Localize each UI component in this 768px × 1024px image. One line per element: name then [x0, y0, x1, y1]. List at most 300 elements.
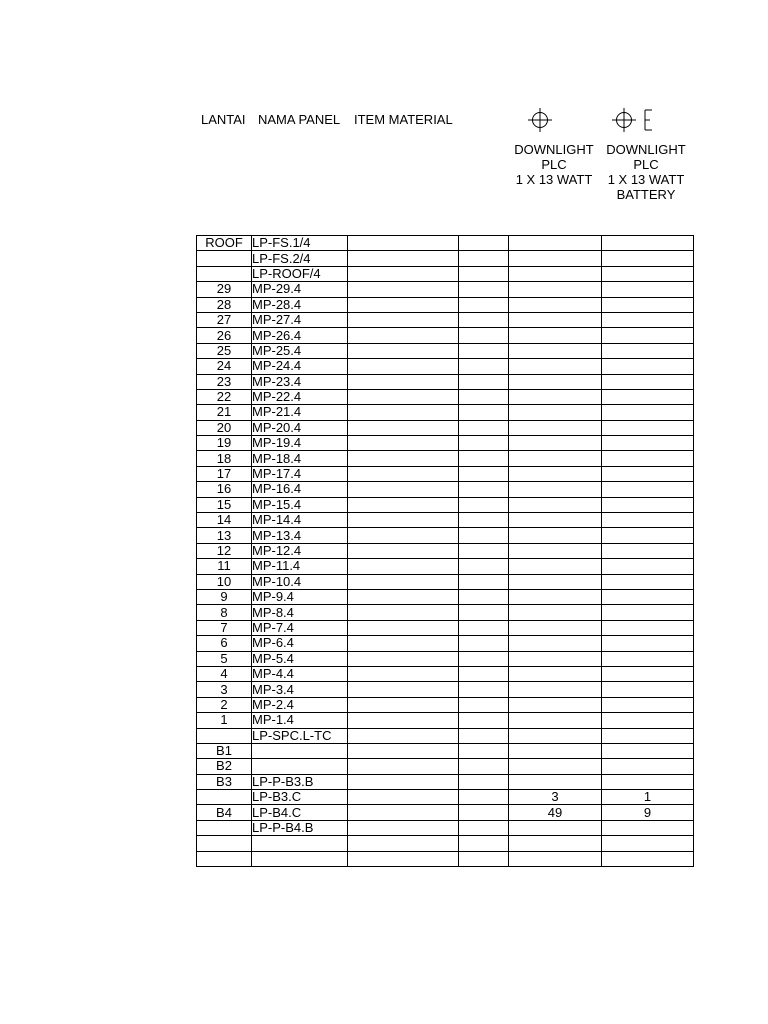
cell-downlight-1 [509, 682, 602, 697]
header-downlight-1 [509, 142, 599, 187]
cell-downlight-2 [602, 497, 694, 512]
cell-nama-panel: MP-12.4 [252, 543, 348, 558]
table-row [197, 759, 694, 774]
cell-blank [459, 666, 509, 681]
cell-downlight-1 [509, 836, 602, 851]
cell-blank [459, 482, 509, 497]
cell-downlight-1 [509, 497, 602, 512]
cell-downlight-1 [509, 513, 602, 528]
cell-lantai: 28 [197, 297, 252, 312]
cell-lantai [197, 266, 252, 281]
cell-nama-panel: LP-P-B3.B [252, 774, 348, 789]
cell-lantai: 26 [197, 328, 252, 343]
cell-downlight-2 [602, 374, 694, 389]
table-row [197, 451, 694, 466]
cell-item-material [348, 836, 459, 851]
cell-lantai: 16 [197, 482, 252, 497]
cell-nama-panel: LP-P-B4.B [252, 820, 348, 835]
cell-blank [459, 620, 509, 635]
cell-item-material [348, 266, 459, 281]
cell-nama-panel: LP-FS.1/4 [252, 236, 348, 251]
cell-nama-panel: LP-SPC.L-TC [252, 728, 348, 743]
cell-lantai: 4 [197, 666, 252, 681]
cell-downlight-1 [509, 774, 602, 789]
cell-lantai: B2 [197, 759, 252, 774]
table-row [197, 682, 694, 697]
cell-blank [459, 343, 509, 358]
cell-blank [459, 605, 509, 620]
cell-lantai [197, 790, 252, 805]
cell-lantai: 15 [197, 497, 252, 512]
cell-downlight-1 [509, 528, 602, 543]
cell-downlight-1 [509, 574, 602, 589]
cell-blank [459, 713, 509, 728]
cell-downlight-1 [509, 420, 602, 435]
cell-nama-panel: MP-3.4 [252, 682, 348, 697]
cell-blank [459, 851, 509, 866]
table-row [197, 820, 694, 835]
cell-blank [459, 513, 509, 528]
cell-lantai [197, 251, 252, 266]
cell-downlight-2 [602, 697, 694, 712]
cell-blank [459, 759, 509, 774]
cell-downlight-2 [602, 482, 694, 497]
cell-downlight-2 [602, 328, 694, 343]
cell-nama-panel: MP-20.4 [252, 420, 348, 435]
table-row [197, 790, 694, 805]
cell-blank [459, 374, 509, 389]
cell-blank [459, 728, 509, 743]
cell-nama-panel: MP-28.4 [252, 297, 348, 312]
cell-downlight-1 [509, 236, 602, 251]
header-downlight-2-line4: BATTERY [616, 187, 676, 202]
cell-blank [459, 405, 509, 420]
cell-item-material [348, 466, 459, 481]
cell-downlight-2 [602, 251, 694, 266]
table-row [197, 713, 694, 728]
cell-downlight-2: 9 [602, 805, 694, 820]
cell-lantai: 27 [197, 312, 252, 327]
cell-downlight-1 [509, 282, 602, 297]
cell-downlight-2 [602, 851, 694, 866]
downlight-emergency-symbol-icon [612, 108, 658, 132]
cell-blank [459, 774, 509, 789]
cell-lantai: 1 [197, 713, 252, 728]
cell-lantai: 6 [197, 636, 252, 651]
cell-item-material [348, 682, 459, 697]
cell-downlight-1 [509, 374, 602, 389]
cell-nama-panel: MP-22.4 [252, 389, 348, 404]
cell-item-material [348, 820, 459, 835]
cell-downlight-1 [509, 728, 602, 743]
cell-downlight-1 [509, 651, 602, 666]
cell-item-material [348, 774, 459, 789]
cell-downlight-1 [509, 636, 602, 651]
cell-item-material [348, 374, 459, 389]
cell-nama-panel: MP-16.4 [252, 482, 348, 497]
cell-lantai [197, 851, 252, 866]
cell-downlight-1 [509, 713, 602, 728]
cell-downlight-2 [602, 666, 694, 681]
cell-downlight-2 [602, 312, 694, 327]
header-downlight-2-line1: DOWNLIGHT [606, 142, 686, 157]
table-row [197, 343, 694, 358]
cell-downlight-1 [509, 266, 602, 281]
cell-lantai: 25 [197, 343, 252, 358]
cell-blank [459, 359, 509, 374]
cell-nama-panel: MP-23.4 [252, 374, 348, 389]
table-row [197, 466, 694, 481]
cell-downlight-2 [602, 728, 694, 743]
cell-lantai: B4 [197, 805, 252, 820]
cell-item-material [348, 389, 459, 404]
cell-item-material [348, 805, 459, 820]
cell-downlight-2 [602, 759, 694, 774]
header-downlight-1-line1: DOWNLIGHT [514, 142, 594, 157]
table-row [197, 836, 694, 851]
cell-nama-panel: MP-29.4 [252, 282, 348, 297]
cell-blank [459, 820, 509, 835]
cell-item-material [348, 251, 459, 266]
cell-nama-panel: MP-21.4 [252, 405, 348, 420]
cell-nama-panel: MP-11.4 [252, 559, 348, 574]
cell-nama-panel: MP-15.4 [252, 497, 348, 512]
cell-nama-panel: MP-24.4 [252, 359, 348, 374]
table-row [197, 236, 694, 251]
cell-nama-panel: MP-19.4 [252, 436, 348, 451]
cell-blank [459, 389, 509, 404]
cell-item-material [348, 620, 459, 635]
header-downlight-1-line3: 1 X 13 WATT [515, 172, 593, 187]
cell-item-material [348, 513, 459, 528]
cell-item-material [348, 528, 459, 543]
table-row [197, 620, 694, 635]
cell-item-material [348, 743, 459, 758]
cell-blank [459, 574, 509, 589]
cell-lantai: 12 [197, 543, 252, 558]
table-row [197, 574, 694, 589]
cell-lantai: ROOF [197, 236, 252, 251]
cell-nama-panel: MP-1.4 [252, 713, 348, 728]
table-row [197, 528, 694, 543]
cell-item-material [348, 759, 459, 774]
cell-item-material [348, 236, 459, 251]
table-row [197, 251, 694, 266]
cell-lantai: 5 [197, 651, 252, 666]
cell-nama-panel: MP-13.4 [252, 528, 348, 543]
cell-downlight-2 [602, 405, 694, 420]
cell-lantai [197, 820, 252, 835]
cell-nama-panel: MP-25.4 [252, 343, 348, 358]
table-row [197, 605, 694, 620]
cell-lantai: 10 [197, 574, 252, 589]
cell-lantai: 3 [197, 682, 252, 697]
cell-downlight-1 [509, 820, 602, 835]
cell-downlight-2 [602, 820, 694, 835]
cell-downlight-1 [509, 405, 602, 420]
cell-downlight-1 [509, 666, 602, 681]
cell-downlight-1 [509, 251, 602, 266]
table-row [197, 266, 694, 281]
cell-item-material [348, 451, 459, 466]
cell-blank [459, 297, 509, 312]
cell-lantai: 7 [197, 620, 252, 635]
header-nama-panel: NAMA PANEL [258, 112, 341, 127]
cell-nama-panel: MP-6.4 [252, 636, 348, 651]
cell-downlight-2 [602, 836, 694, 851]
table-row [197, 328, 694, 343]
cell-downlight-1 [509, 697, 602, 712]
table-row [197, 851, 694, 866]
cell-nama-panel: LP-ROOF/4 [252, 266, 348, 281]
cell-item-material [348, 851, 459, 866]
cell-item-material [348, 312, 459, 327]
cell-downlight-1: 3 [509, 790, 602, 805]
cell-blank [459, 743, 509, 758]
header-lantai: LANTAI [201, 112, 246, 127]
table-row [197, 513, 694, 528]
cell-downlight-1 [509, 359, 602, 374]
cell-nama-panel [252, 743, 348, 758]
cell-blank [459, 251, 509, 266]
cell-blank [459, 328, 509, 343]
cell-blank [459, 466, 509, 481]
cell-lantai: 23 [197, 374, 252, 389]
cell-blank [459, 528, 509, 543]
cell-lantai [197, 836, 252, 851]
cell-downlight-2: 1 [602, 790, 694, 805]
cell-item-material [348, 328, 459, 343]
cell-item-material [348, 282, 459, 297]
table-row [197, 297, 694, 312]
cell-blank [459, 436, 509, 451]
cell-blank [459, 805, 509, 820]
panel-table-body [197, 236, 694, 867]
cell-nama-panel: MP-10.4 [252, 574, 348, 589]
header-downlight-2-line2: PLC [633, 157, 659, 172]
panel-table [196, 235, 694, 867]
cell-item-material [348, 666, 459, 681]
table-row [197, 282, 694, 297]
cell-nama-panel: MP-17.4 [252, 466, 348, 481]
cell-blank [459, 497, 509, 512]
cell-item-material [348, 343, 459, 358]
cell-lantai: 17 [197, 466, 252, 481]
table-row [197, 359, 694, 374]
cell-downlight-1 [509, 543, 602, 558]
cell-downlight-2 [602, 636, 694, 651]
cell-nama-panel: MP-2.4 [252, 697, 348, 712]
cell-lantai: 14 [197, 513, 252, 528]
cell-downlight-2 [602, 297, 694, 312]
cell-item-material [348, 436, 459, 451]
cell-downlight-2 [602, 513, 694, 528]
table-row [197, 589, 694, 604]
cell-downlight-2 [602, 589, 694, 604]
cell-blank [459, 836, 509, 851]
table-row [197, 405, 694, 420]
table-row [197, 743, 694, 758]
cell-item-material [348, 728, 459, 743]
header-downlight-2 [601, 142, 691, 202]
cell-item-material [348, 497, 459, 512]
cell-lantai: 8 [197, 605, 252, 620]
cell-downlight-1 [509, 589, 602, 604]
cell-item-material [348, 297, 459, 312]
cell-blank [459, 451, 509, 466]
cell-lantai [197, 728, 252, 743]
cell-downlight-2 [602, 543, 694, 558]
cell-lantai: 9 [197, 589, 252, 604]
cell-downlight-1 [509, 851, 602, 866]
cell-nama-panel: MP-7.4 [252, 620, 348, 635]
cell-downlight-2 [602, 620, 694, 635]
cell-item-material [348, 405, 459, 420]
cell-item-material [348, 697, 459, 712]
cell-downlight-1 [509, 328, 602, 343]
cell-downlight-2 [602, 743, 694, 758]
cell-downlight-2 [602, 605, 694, 620]
table-row [197, 543, 694, 558]
cell-downlight-2 [602, 574, 694, 589]
cell-downlight-2 [602, 528, 694, 543]
cell-blank [459, 266, 509, 281]
cell-nama-panel [252, 759, 348, 774]
cell-downlight-1 [509, 482, 602, 497]
table-row [197, 697, 694, 712]
cell-lantai: 21 [197, 405, 252, 420]
cell-lantai: B1 [197, 743, 252, 758]
table-row [197, 436, 694, 451]
cell-downlight-2 [602, 682, 694, 697]
cell-nama-panel: MP-5.4 [252, 651, 348, 666]
cell-lantai: 2 [197, 697, 252, 712]
table-row [197, 559, 694, 574]
cell-nama-panel [252, 836, 348, 851]
cell-item-material [348, 574, 459, 589]
cell-lantai: 11 [197, 559, 252, 574]
table-row [197, 312, 694, 327]
cell-lantai: 29 [197, 282, 252, 297]
cell-downlight-2 [602, 282, 694, 297]
cell-item-material [348, 790, 459, 805]
cell-item-material [348, 713, 459, 728]
cell-downlight-2 [602, 389, 694, 404]
cell-lantai: 18 [197, 451, 252, 466]
table-row [197, 482, 694, 497]
cell-blank [459, 236, 509, 251]
cell-downlight-2 [602, 436, 694, 451]
cell-nama-panel: MP-27.4 [252, 312, 348, 327]
cell-downlight-1 [509, 466, 602, 481]
cell-blank [459, 790, 509, 805]
cell-downlight-1 [509, 759, 602, 774]
cell-downlight-2 [602, 774, 694, 789]
cell-downlight-1: 49 [509, 805, 602, 820]
cell-downlight-2 [602, 266, 694, 281]
cell-nama-panel: MP-26.4 [252, 328, 348, 343]
cell-downlight-1 [509, 605, 602, 620]
cell-downlight-2 [602, 420, 694, 435]
cell-downlight-1 [509, 389, 602, 404]
cell-nama-panel: MP-18.4 [252, 451, 348, 466]
cell-lantai: 19 [197, 436, 252, 451]
cell-downlight-2 [602, 451, 694, 466]
cell-nama-panel: LP-B3.C [252, 790, 348, 805]
cell-downlight-1 [509, 743, 602, 758]
cell-blank [459, 543, 509, 558]
cell-downlight-1 [509, 343, 602, 358]
cell-nama-panel: MP-8.4 [252, 605, 348, 620]
cell-item-material [348, 543, 459, 558]
table-row [197, 636, 694, 651]
cell-lantai: 20 [197, 420, 252, 435]
cell-item-material [348, 482, 459, 497]
table-row [197, 420, 694, 435]
cell-downlight-2 [602, 651, 694, 666]
cell-blank [459, 312, 509, 327]
table-row [197, 666, 694, 681]
cell-blank [459, 636, 509, 651]
cell-nama-panel: MP-4.4 [252, 666, 348, 681]
cell-nama-panel: MP-9.4 [252, 589, 348, 604]
cell-lantai: B3 [197, 774, 252, 789]
cell-downlight-1 [509, 436, 602, 451]
cell-nama-panel [252, 851, 348, 866]
cell-item-material [348, 605, 459, 620]
cell-downlight-2 [602, 343, 694, 358]
table-row [197, 497, 694, 512]
cell-blank [459, 697, 509, 712]
cell-item-material [348, 651, 459, 666]
downlight-symbol-icon [528, 108, 552, 132]
cell-blank [459, 282, 509, 297]
cell-downlight-2 [602, 466, 694, 481]
cell-lantai: 13 [197, 528, 252, 543]
cell-item-material [348, 589, 459, 604]
cell-nama-panel: MP-14.4 [252, 513, 348, 528]
table-row [197, 374, 694, 389]
cell-blank [459, 420, 509, 435]
cell-lantai: 22 [197, 389, 252, 404]
cell-downlight-1 [509, 297, 602, 312]
cell-item-material [348, 636, 459, 651]
cell-lantai: 24 [197, 359, 252, 374]
cell-downlight-1 [509, 620, 602, 635]
cell-nama-panel: LP-FS.2/4 [252, 251, 348, 266]
cell-downlight-1 [509, 451, 602, 466]
table-row [197, 805, 694, 820]
cell-downlight-2 [602, 713, 694, 728]
cell-item-material [348, 420, 459, 435]
table-row [197, 389, 694, 404]
table-row [197, 774, 694, 789]
header-downlight-1-line2: PLC [541, 157, 567, 172]
cell-blank [459, 682, 509, 697]
cell-blank [459, 589, 509, 604]
table-row [197, 728, 694, 743]
header-downlight-2-line3: 1 X 13 WATT [607, 172, 685, 187]
cell-downlight-2 [602, 236, 694, 251]
cell-nama-panel: LP-B4.C [252, 805, 348, 820]
cell-blank [459, 559, 509, 574]
cell-item-material [348, 559, 459, 574]
cell-downlight-1 [509, 559, 602, 574]
cell-downlight-2 [602, 359, 694, 374]
cell-downlight-2 [602, 559, 694, 574]
header-item-material: ITEM MATERIAL [354, 112, 453, 127]
cell-blank [459, 651, 509, 666]
